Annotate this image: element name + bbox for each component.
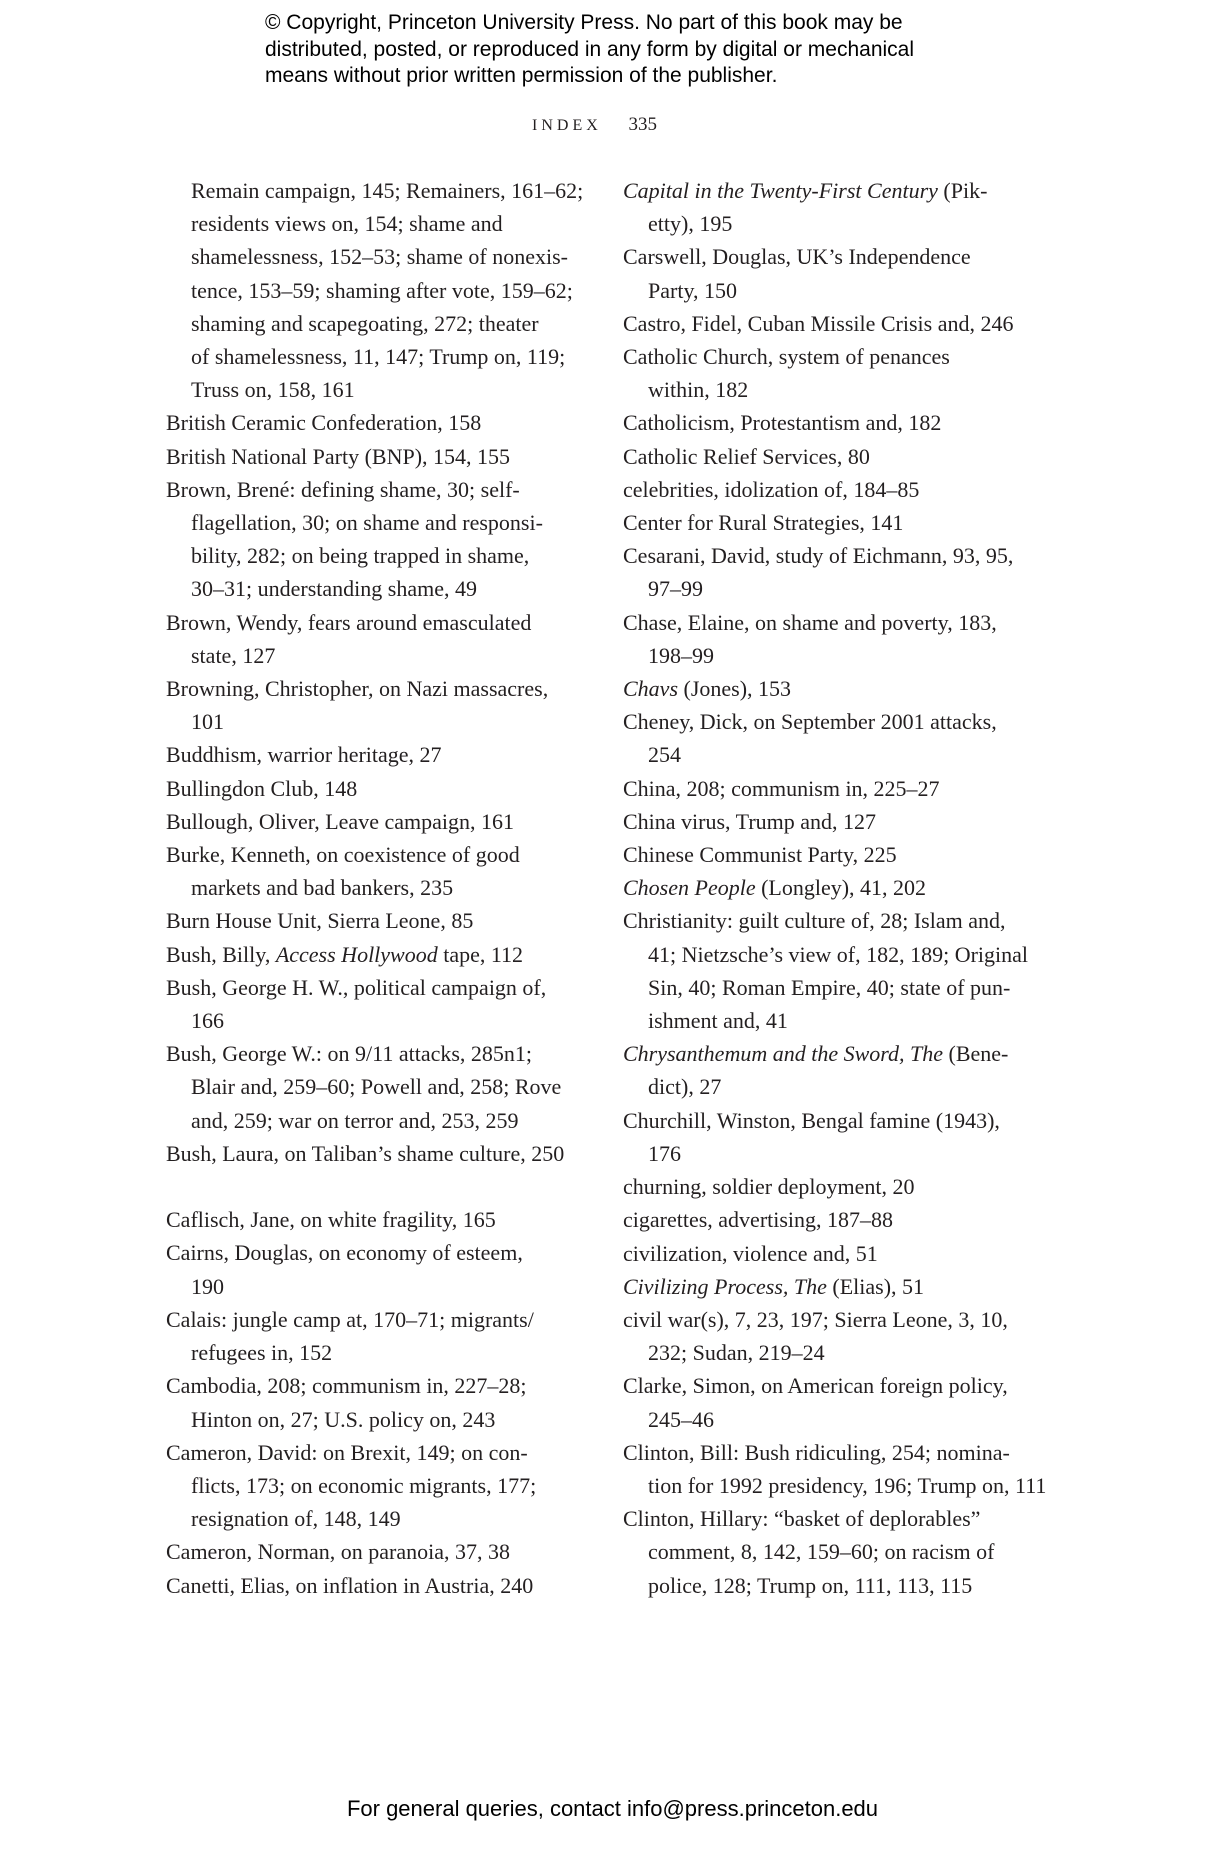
index-entry-continued: Remain campaign, 145; Remainers, 161–62; residents views on, 154; shame and shamelessness, 152–53; shame of nonexis- tence, 153–59; shaming after vote, 159–62; shaming and scapegoating, 272; theater of shamelessness, 11, 147; Trump on, 119; Truss on, 158, 161: [191, 178, 584, 403]
index-entry: Clinton, Bill: Bush ridiculing, 254; nomina- tion for 1992 presidency, 196; Trump on, 111: [623, 1439, 1047, 1498]
entry-text: (Pik- etty), 195: [648, 178, 988, 237]
index-entry: Brown, Brené: defining shame, 30; self- flagellation, 30; on shame and responsi- bility, 282; on being trapped in shame, 30–31; understanding shame, 49: [166, 476, 543, 602]
copyright-line: means without prior written permission of the publisher.: [265, 64, 778, 87]
index-entry: Chase, Elaine, on shame and poverty, 183, 198–99: [623, 609, 997, 668]
footer-contact: For general queries, contact info@press.princeton.edu: [346, 1796, 879, 1821]
entry-title-italic: Civilizing Process, The: [623, 1273, 827, 1299]
entry-title-italic: Chavs: [623, 676, 678, 702]
index-column-right: [623, 174, 1063, 1602]
index-entry: Calais: jungle camp at, 170–71; migrants/ refugees in, 152: [166, 1306, 534, 1366]
index-entry: China virus, Trump and, 127: [623, 808, 877, 834]
index-entry: Cesarani, David, study of Eichmann, 93, 95, 97–99: [623, 543, 1014, 602]
index-entry: Catholic Church, system of penances within, 182: [623, 344, 950, 403]
entry-title-italic: Chrysanthemum and the Sword, The: [623, 1041, 944, 1067]
index-entry: British National Party (BNP), 154, 155: [166, 443, 511, 469]
index-entry: Burn House Unit, Sierra Leone, 85: [166, 908, 474, 934]
index-entry: [623, 672, 1063, 705]
index-entry: Clarke, Simon, on American foreign policy, 245–46: [623, 1373, 1008, 1432]
index-entry: British Ceramic Confederation, 158: [166, 410, 482, 436]
index-entry: Castro, Fidel, Cuban Missile Crisis and, 246: [623, 310, 1014, 336]
index-entry: [623, 174, 1063, 240]
index-entry: Bush, Laura, on Taliban’s shame culture, 250: [166, 1140, 565, 1166]
index-entry: China, 208; communism in, 225–27: [623, 775, 940, 801]
index-entry: cigarettes, advertising, 187–88: [623, 1207, 894, 1233]
entry-text: (Elias), 51: [826, 1273, 925, 1299]
index-entry: [623, 871, 1063, 904]
index-entry: [623, 1037, 1063, 1103]
index-entry: Buddhism, warrior heritage, 27: [166, 742, 442, 768]
index-entry: civilization, violence and, 51: [623, 1240, 878, 1266]
entry-title-italic: Access Hollywood: [275, 941, 438, 967]
index-entry: Burke, Kenneth, on coexistence of good markets and bad bankers, 235: [166, 842, 520, 901]
index-entry: celebrities, idolization of, 184–85: [623, 476, 920, 502]
letter-section-gap: [166, 1170, 596, 1203]
index-entry: Christianity: guilt culture of, 28; Islam and, 41; Nietzsche’s view of, 182, 189; Original Sin, 40; Roman Empire, 40; state of pun- ishment and, 41: [623, 908, 1029, 1034]
copyright-line: © Copyright, Princeton University Press. No part of this book may be: [265, 11, 903, 34]
index-entry: [623, 1270, 1063, 1303]
entry-title-italic: Chosen People: [623, 875, 756, 901]
index-entry: civil war(s), 7, 23, 197; Sierra Leone, 3, 10, 232; Sudan, 219–24: [623, 1306, 1008, 1366]
entry-text: Bush, Billy,: [166, 941, 276, 967]
index-entry: Cambodia, 208; communism in, 227–28; Hinton on, 27; U.S. policy on, 243: [166, 1373, 527, 1432]
running-head-label: INDEX: [532, 117, 602, 134]
index-entry: Cairns, Douglas, on economy of esteem, 190: [166, 1240, 523, 1299]
index-entry: Browning, Christopher, on Nazi massacres, 101: [166, 676, 549, 735]
copyright-line: distributed, posted, or reproduced in any form by digital or mechanical: [265, 37, 915, 61]
entry-text: (Jones), 153: [678, 676, 792, 702]
index-entry: Churchill, Winston, Bengal famine (1943), 176: [623, 1107, 1000, 1166]
entry-text: (Bene- dict), 27: [648, 1041, 1009, 1100]
index-entry: Center for Rural Strategies, 141: [623, 510, 904, 536]
index-entry: Catholicism, Protestantism and, 182: [623, 410, 942, 436]
index-entry: Catholic Relief Services, 80: [623, 443, 870, 469]
index-entry: Canetti, Elias, on inflation in Austria, 240: [166, 1572, 534, 1598]
index-entry: Cameron, Norman, on paranoia, 37, 38: [166, 1539, 510, 1565]
page-number: 335: [628, 114, 658, 135]
index-entry: Cheney, Dick, on September 2001 attacks, 254: [623, 709, 997, 768]
running-head: [532, 114, 657, 136]
index-column-left: [166, 174, 596, 1602]
index-entry: Cameron, David: on Brexit, 149; on con- flicts, 173; on economic migrants, 177; resignation of, 148, 149: [166, 1439, 537, 1532]
index-entry: Bullingdon Club, 148: [166, 775, 358, 801]
index-entry: Bullough, Oliver, Leave campaign, 161: [166, 808, 514, 834]
entry-text: (Longley), 41, 202: [755, 875, 927, 901]
index-entry: [166, 938, 596, 971]
index-entry: Bush, George H. W., political campaign of, 166: [166, 974, 547, 1034]
index-entry: Chinese Communist Party, 225: [623, 842, 897, 868]
index-entry: Clinton, Hillary: “basket of deplorables” comment, 8, 142, 159–60; on racism of police, 128; Trump on, 111, 113, 115: [623, 1506, 995, 1598]
entry-text: tape, 112: [437, 941, 524, 967]
entry-title-italic: Capital in the Twenty-First Century: [623, 178, 938, 203]
index-entry: churning, soldier deployment, 20: [623, 1174, 915, 1200]
index-entry: Caflisch, Jane, on white fragility, 165: [166, 1207, 496, 1233]
index-entry: Bush, George W.: on 9/11 attacks, 285n1; Blair and, 259–60; Powell and, 258; Rove and, 259; war on terror and, 253, 259: [166, 1041, 562, 1133]
index-entry: Brown, Wendy, fears around emasculated state, 127: [166, 609, 532, 668]
copyright-notice: [265, 10, 1025, 90]
index-entry: Carswell, Douglas, UK’s Independence Party, 150: [623, 244, 971, 303]
